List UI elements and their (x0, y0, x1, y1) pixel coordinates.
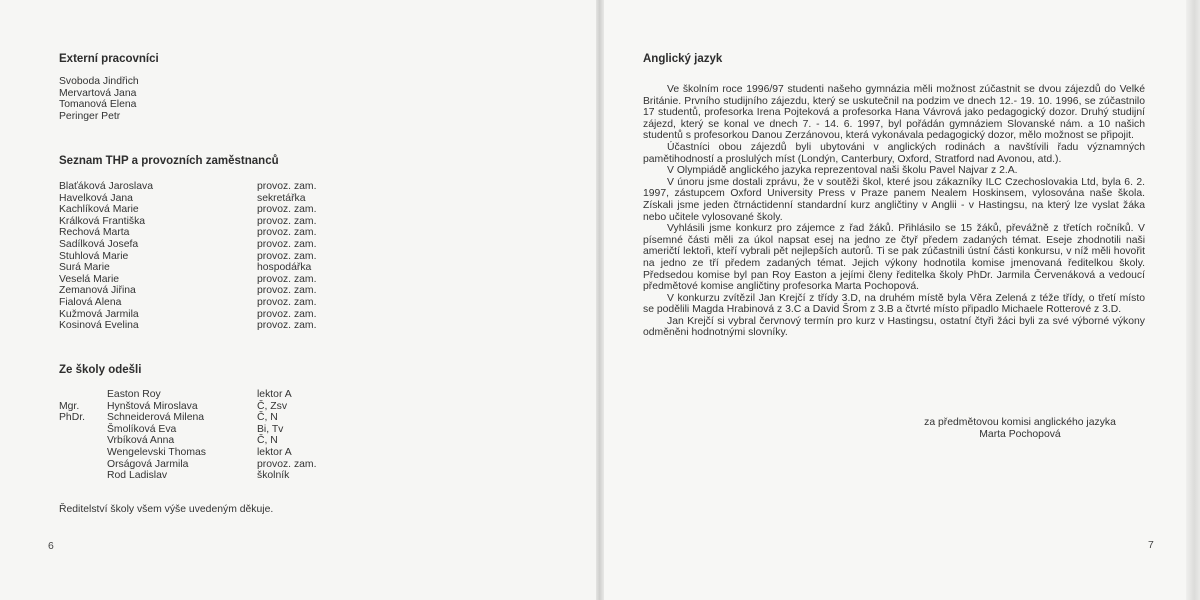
signature-line: za předmětovou komisi anglického jazyka (924, 417, 1116, 428)
list-item: Tomanová Elena (59, 99, 137, 111)
staff-role: provoz. zam. (257, 250, 317, 262)
table-row (59, 470, 316, 482)
staff-role: provoz. zam. (257, 308, 317, 320)
staff-role: lektor A (257, 446, 292, 458)
staff-role: lektor A (257, 389, 292, 400)
staff-role: Bi, Tv (257, 423, 284, 435)
article-paragraph: Účastníci obou zájezdů byli ubytováni v anglických rodinách a navštívili řadu významných pamětihodností a proslulých míst (Londýn, Canterbury, Oxford, Stratford nad Avonou, atd.). (643, 141, 1145, 165)
article-paragraph: V Olympiádě anglického jazyka reprezentoval naši školu Pavel Najvar z 2.A. (667, 165, 1018, 177)
page-number-right: 7 (1148, 540, 1154, 551)
external-workers-heading: Externí pracovníci (59, 53, 159, 65)
staff-role: provoz. zam. (257, 238, 317, 250)
staff-role: provoz. zam. (257, 273, 317, 285)
table-row (59, 251, 316, 263)
staff-name: Zemanová Jiřina (59, 285, 136, 297)
table-row (59, 297, 316, 309)
academic-title (59, 424, 107, 436)
staff-role: provoz. zam. (257, 215, 317, 227)
table-row (59, 389, 316, 401)
article-paragraph: V konkurzu zvítězil Jan Krejčí z třídy 3.D, na druhém místě byla Věra Zelená z téže třídy, o třetí místo se podělili Magda Hrabinová z 3.C a David Šrom z 3.B a čtvrté místo připadlo Michaele Rotterové z 3.D. (643, 292, 1145, 316)
staff-role: provoz. zam. (257, 204, 317, 216)
staff-name: Vrbíková Anna (107, 435, 175, 447)
list-item: Peringer Petr (59, 110, 121, 122)
english-article (643, 84, 1145, 339)
staff-name: Orságová Jarmila (107, 458, 189, 470)
english-section-heading: Anglický jazyk (643, 53, 723, 65)
staff-name: Šmolíková Eva (107, 423, 177, 435)
signature-name: Marta Pochopová (979, 428, 1061, 440)
signature-block (910, 417, 1130, 440)
staff-name: Sadílková Josefa (59, 238, 139, 250)
page-number-left: 6 (48, 541, 54, 552)
academic-title (59, 459, 107, 471)
table-row (59, 401, 316, 413)
table-row (59, 424, 316, 436)
table-row (59, 262, 316, 274)
academic-title (59, 389, 107, 401)
staff-name: Havelková Jana (59, 192, 133, 204)
table-row (59, 320, 316, 332)
staff-role: provoz. zam. (257, 458, 317, 470)
thp-staff-heading: Seznam THP a provozních zaměstnanců (59, 155, 279, 167)
table-row (59, 204, 316, 216)
table-row (59, 285, 316, 297)
staff-role: Č, N (257, 435, 278, 447)
table-row (59, 447, 316, 459)
staff-role: provoz. zam. (257, 296, 317, 308)
staff-name: Králková Františka (59, 215, 146, 227)
left-school-heading: Ze školy odešli (59, 364, 142, 376)
article-paragraph: Jan Krejčí si vybral červnový termín pro kurz v Hastingsu, ostatní čtyři žáci byli za své výborné výkony odměněni hodnotnými slovníky. (643, 315, 1145, 339)
staff-name: Kachlíková Marie (59, 204, 139, 216)
academic-title: PhDr. (59, 412, 85, 424)
table-row (59, 227, 316, 239)
table-row (59, 274, 316, 286)
staff-role: provoz. zam. (257, 181, 317, 192)
staff-name: Blaťáková Jaroslava (59, 181, 153, 192)
list-item: Svoboda Jindřich (59, 76, 139, 87)
staff-role: hospodářka (257, 262, 312, 274)
academic-title (59, 435, 107, 447)
table-row (59, 239, 316, 251)
article-paragraph: Ve školním roce 1996/97 studenti našeho gymnázia měli možnost zúčastnit se dvou zájezdů do Velké Británie. Prvního studijního zájezdu, který se uskutečnil na podzim ve dnech 12.- 19. 10. 1996, se zúčastnilo 17 studentů, profesorka Irena Pojteková a profesorka Hana Vávrová jako pedagogický dozor. Druhý studijní zájezd, který se konal ve dnech 7. - 14. 6. 1997, byl pořádán gymnáziem Slovanské nám. a 10 našich studentů s profesorkou Danou Zerzánovou, která vykonávala pedagogický dozor, mělo možnost se připojit. (643, 84, 1145, 142)
academic-title: Mgr. (59, 400, 80, 412)
staff-role: provoz. zam. (257, 320, 317, 332)
table-row (59, 459, 316, 471)
staff-name: Easton Roy (107, 389, 161, 400)
staff-role: Č, N (257, 412, 278, 424)
table-row (59, 181, 316, 193)
list-item: Mervartová Jana (59, 87, 137, 99)
staff-name: Kosinová Evelina (59, 320, 139, 332)
page-edge-shadow (1186, 0, 1200, 600)
thanks-note: Ředitelství školy všem výše uvedeným děkuje. (59, 504, 274, 515)
staff-role: školník (257, 470, 290, 482)
staff-role: provoz. zam. (257, 285, 317, 297)
book-gutter (596, 0, 604, 600)
staff-name: Veselá Marie (59, 273, 120, 285)
table-row (59, 309, 316, 321)
staff-role: sekretářka (257, 192, 306, 204)
table-row (59, 193, 316, 205)
thp-staff-table (59, 181, 316, 332)
staff-role: provoz. zam. (257, 227, 317, 239)
table-row (59, 412, 316, 424)
academic-title (59, 470, 107, 482)
staff-role: Č, Zsv (257, 400, 288, 412)
staff-name: Surá Marie (59, 262, 110, 274)
staff-name: Stuhlová Marie (59, 250, 129, 262)
table-row (59, 435, 316, 447)
external-workers-list (59, 76, 139, 122)
staff-name: Rod Ladislav (107, 470, 168, 482)
article-paragraph: Vyhlásili jsme konkurz pro zájemce z řad žáků. Přihlásilo se 15 žáků, převážně z třetích ročníků. V písemné části měli za úkol napsat esej na jedno ze čtyř předem zadaných témat. Eseje zhodnotili naši američtí lektoři, kteří vybrali pět nejlepších autorů. Ti se pak zúčastnili ústní části konkursu, v níž měli hovořit na jedno ze tří předem zadaných témat. Jejich výkony hodnotila komise jmenovaná ředitelkou školy. Předsedou komise byl pan Roy Easton a jejími členy ředitelka školy PhDr. Jarmila Červenáková a vedoucí předmětové komise angličtiny profesorka Marta Pochopová. (643, 223, 1145, 293)
staff-name: Hynštová Miroslava (107, 400, 198, 412)
staff-name: Rechová Marta (59, 227, 130, 239)
staff-name: Wengelevski Thomas (107, 446, 206, 458)
table-row (59, 216, 316, 228)
staff-name: Schneiderová Milena (107, 412, 205, 424)
left-school-table (59, 389, 316, 482)
staff-name: Fialová Alena (59, 296, 122, 308)
academic-title (59, 447, 107, 459)
staff-name: Kužmová Jarmila (59, 308, 139, 320)
article-paragraph: V únoru jsme dostali zprávu, že v soutěži škol, které jsou zákazníky ILC Czechoslovakia Ltd, byla 6. 2. 1997, zástupcem Oxford University Press v Praze panem Nealem Hoskinsem, vylosována naše škola. Získali jsme jeden čtrnáctidenní standardní kurz angličtiny v Anglii - v Hastingsu, na který lze vyslat žáka nebo učitele vylosované školy. (643, 176, 1145, 223)
